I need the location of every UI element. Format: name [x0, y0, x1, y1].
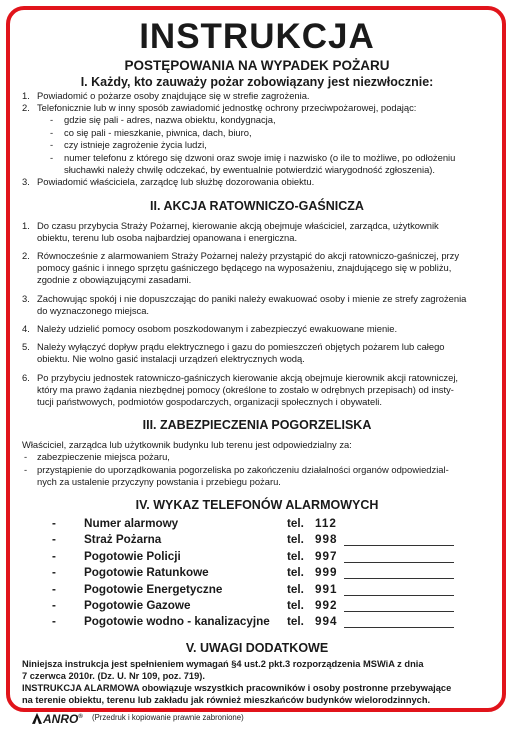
list-item: 2. Równocześnie z alarmowaniem Straży Pożarnej należy przystąpić do akcji ratowniczo-gaśniczej, przy pomocy gaśnic i innego sprzętu gaśniczego będącego na wyposażeniu, znajdującego się w pobliżu, zgodnie z obowiązującymi zasadami. — [22, 250, 460, 286]
list-item: 3. Powiadomić właściciela, zarządcę lub służbę dozorowania obiektu. — [22, 176, 315, 188]
section-3-heading: III. ZABEZPIECZENIA POGORZELISKA — [142, 418, 372, 433]
list-item: 4. Należy udzielić pomocy osobom poszkodowanym i zabezpieczyć ewakuowane mienie. — [22, 323, 398, 335]
phone-row: - Straż Pożarna tel. 998 — [22, 532, 492, 548]
sub-list-item: - numer telefonu z którego się dzwoni oraz swoje imię i nazwisko (o ile to możliwe, po odłożeniu — [50, 151, 456, 163]
sign-content — [22, 18, 492, 730]
list-item: 5. Należy wyłączyć dopływ prądu elektrycznego i gazu do pomieszczeń objętych pożarem lub całego obiektu. Nie wolno gasić instalacji urządzeń elektrycznych wodą. — [22, 341, 445, 365]
remarks-line: INSTRUKCJA ALARMOWA obowiązuje wszystkich pracowników i osoby postronne przebywające — [22, 682, 452, 693]
section-2-heading: II. AKCJA RATOWNICZO-GAŚNICZA — [150, 198, 364, 213]
page-subtitle: POSTĘPOWANIA NA WYPADEK POŻARU — [124, 58, 390, 73]
section-1-heading: I. Każdy, kto zauważy pożar zobowiązany jest niezwłocznie: — [80, 75, 434, 89]
phone-row: - Pogotowie wodno - kanalizacyjne tel. 994 — [22, 614, 492, 630]
list-item: 2. Telefonicznie lub w inny sposób zawiadomić jednostkę ochrony przeciwpożarowej, podając: — [22, 102, 417, 114]
anro-logo: ANRO® — [32, 712, 83, 726]
copyright-note: (Przedruk i kopiowanie prawnie zabronione) — [92, 712, 244, 722]
sub-list-item: - co się pali - mieszkanie, piwnica, dach, biuro, — [50, 126, 252, 138]
section-5-heading: V. UWAGI DODATKOWE — [185, 640, 329, 655]
section-4-heading: IV. WYKAZ TELEFONÓW ALARMOWYCH — [135, 498, 379, 513]
sub-list-item: - gdzie się pali - adres, nazwa obiektu, kondygnacja, — [50, 114, 276, 126]
phone-row: - Numer alarmowy tel. 112 — [52, 517, 337, 531]
list-item: - zabezpieczenie miejsca pożaru, — [24, 451, 170, 463]
phone-row: - Pogotowie Policji tel. 997 — [22, 549, 492, 565]
section-3-intro: Właściciel, zarządca lub użytkownik budynku lub terenu jest odpowiedzialny za: — [22, 439, 352, 451]
sub-list-item: - czy istnieje zagrożenie życia ludzi, — [50, 139, 207, 151]
list-item: 1. Do czasu przybycia Straży Pożarnej, kierowanie akcją obejmuje właściciel, zarządca, użytkownik obiektu, terenu lub osoba najbardziej opanowana i energiczna. — [22, 219, 439, 243]
remarks-line: na terenie obiektu, terenu lub zakładu jak również mieszkańców budynków wielorodzinnych. — [22, 694, 431, 705]
remarks-line: 7 czerwca 2010r. (Dz. U. Nr 109, poz. 719). — [22, 670, 205, 681]
page-title: INSTRUKCJA — [139, 17, 375, 56]
anro-logo-icon — [32, 713, 42, 724]
phone-row: - Pogotowie Energetyczne tel. 991 — [22, 582, 492, 598]
sub-list-item-continuation: słuchawki należy chwilę odczekać, by ewentualnie potwierdzić wiarygodność zgłoszenia). — [64, 164, 436, 176]
list-item: 6. Po przybyciu jednostek ratowniczo-gaśniczych kierowanie akcją obejmuje kierownik akcji ratowniczej, który ma prawo żądania niezbędnej pomocy (określone to zostało w odrębnych przepisach) od insty- tucji państwowych, podmiotów gospodarczych, organizacji społecznych i obywateli. — [22, 371, 459, 408]
remarks-line: Niniejsza instrukcja jest spełnieniem wymagań §4 ust.2 pkt.3 rozporządzenia MSWiA z dnia — [22, 658, 424, 669]
list-item: 1. Powiadomić o pożarze osoby znajdujące się w strefie zagrożenia. — [22, 90, 310, 101]
phone-row: - Pogotowie Ratunkowe tel. 999 — [22, 565, 492, 581]
list-item: 3. Zachowując spokój i nie dopuszczając do paniki należy ewakuować osoby i mienie ze strefy zagrożenia do wyznaczonego miejsca. — [22, 292, 467, 316]
phone-row: - Pogotowie Gazowe tel. 992 — [22, 598, 492, 614]
list-item: - przystąpienie do uporządkowania pogorzeliska po zakończeniu działalności organów odpowiedzial- nych za ustalenie przyczyny powstania i przebiegu pożaru. — [24, 463, 449, 487]
phone-list — [22, 516, 492, 631]
